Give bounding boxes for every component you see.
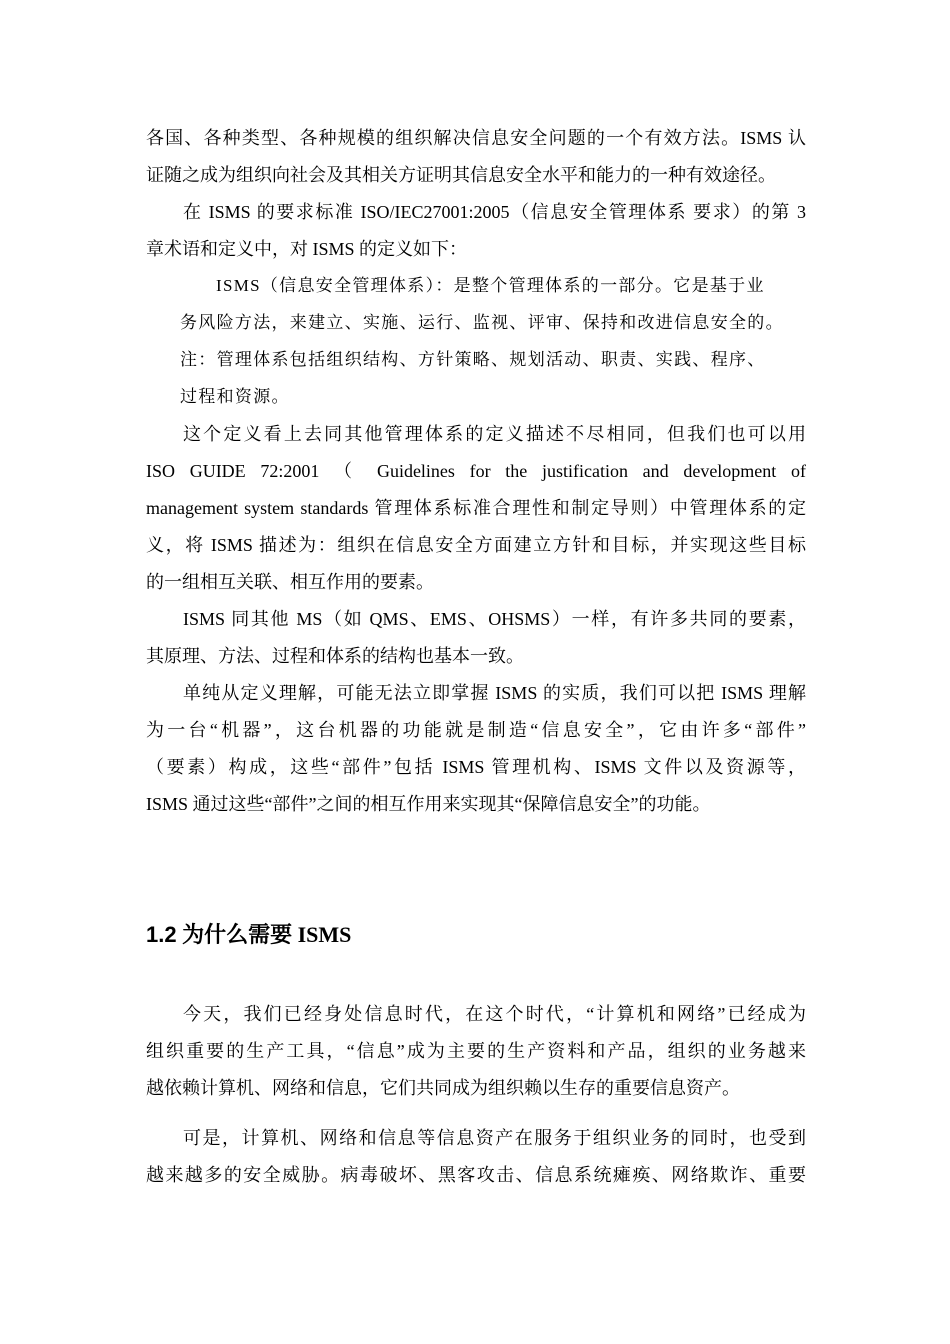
- text-line: 单纯从定义理解，可能无法立即掌握 ISMS 的实质，我们可以把 ISMS 理解: [183, 683, 806, 703]
- text-line: （要素）构成，这些“部件”包括 ISMS 管理机构、ISMS 文件以及资源等，: [146, 757, 806, 777]
- text-line: 的一组相互关联、相互作用的要素。: [146, 572, 434, 592]
- section-heading: [146, 920, 351, 950]
- text-line: 义，将 ISMS 描述为：组织在信息安全方面建立方针和目标，并实现这些目标: [146, 535, 806, 555]
- text-line: 越来越多的安全威胁。病毒破坏、黑客攻击、信息系统瘫痪、网络欺诈、重要: [146, 1165, 806, 1185]
- quote-line: 务风险方法，来建立、实施、运行、监视、评审、保持和改进信息安全的。: [180, 313, 784, 332]
- quote-line: ISMS（信息安全管理体系）：是整个管理体系的一部分。它是基于业: [216, 276, 765, 295]
- text-line: ISMS 同其他 MS（如 QMS、EMS、OHSMS）一样，有许多共同的要素，: [183, 609, 806, 629]
- text-line: 在 ISMS 的要求标准 ISO/IEC27001:2005（信息安全管理体系 要求）的第 3: [183, 202, 806, 222]
- text-line: 各国、各种类型、各种规模的组织解决信息安全问题的一个有效方法。ISMS 认: [146, 128, 806, 148]
- text-line: 为一台“机器”，这台机器的功能就是制造“信息安全”，它由许多“部件”: [146, 720, 806, 740]
- text-line: 越依赖计算机、网络和信息，它们共同成为组织赖以生存的重要信息资产。: [146, 1078, 740, 1098]
- text-line: 组织重要的生产工具，“信息”成为主要的生产资料和产品，组织的业务越来: [146, 1041, 806, 1061]
- quote-line: 注：管理体系包括组织结构、方针策略、规划活动、职责、实践、程序、: [180, 350, 766, 369]
- section-title: 为什么需要 ISMS: [182, 922, 352, 947]
- text-line: management system standards 管理体系标准合理性和制定导则）中管理体系的定: [146, 498, 806, 518]
- text-line: 证随之成为组织向社会及其相关方证明其信息安全水平和能力的一种有效途径。: [146, 165, 776, 185]
- quote-line: 过程和资源。: [180, 387, 290, 406]
- text-line: ISMS 通过这些“部件”之间的相互作用来实现其“保障信息安全”的功能。: [146, 794, 711, 814]
- text-line: 其原理、方法、过程和体系的结构也基本一致。: [146, 646, 524, 666]
- text-line: 今天，我们已经身处信息时代，在这个时代，“计算机和网络”已经成为: [183, 1004, 806, 1024]
- text-line: 可是，计算机、网络和信息等信息资产在服务于组织业务的同时，也受到: [183, 1128, 806, 1148]
- text-line: ISO GUIDE 72:2001 （ Guidelines for the justification and development of: [146, 461, 806, 481]
- text-line: 章术语和定义中，对 ISMS 的定义如下：: [146, 239, 468, 259]
- text-line: 这个定义看上去同其他管理体系的定义描述不尽相同，但我们也可以用: [183, 424, 806, 444]
- section-number: 1.2: [146, 922, 177, 947]
